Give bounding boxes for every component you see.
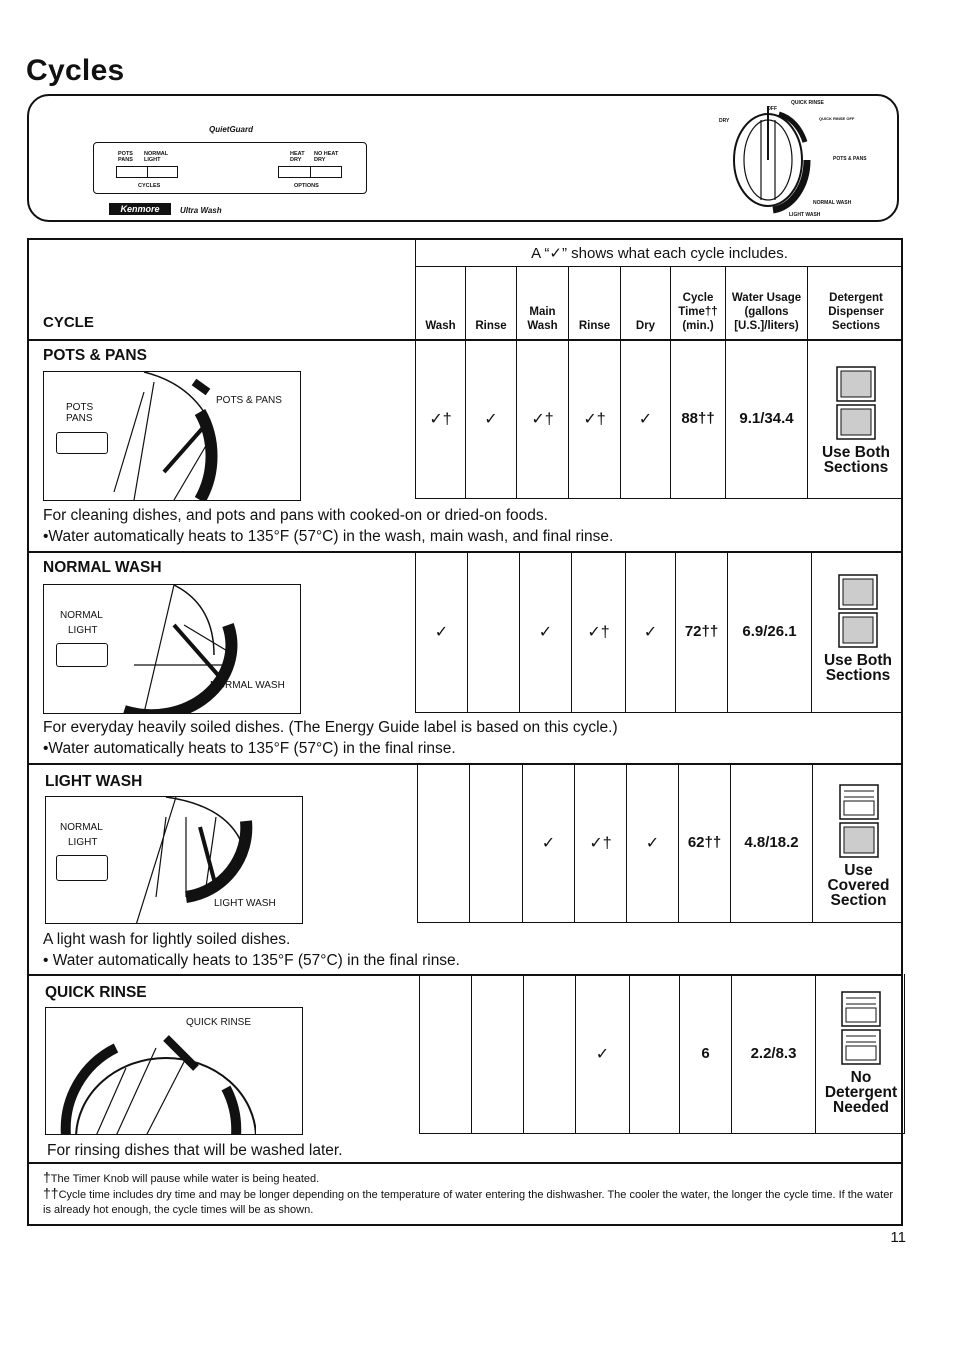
cell-water-usage: 9.1/34.4 bbox=[739, 410, 794, 427]
normal-wash-illustration bbox=[43, 584, 301, 714]
quietguard-label: QuietGuard bbox=[209, 125, 254, 134]
row-desc-light-wash: A light wash for lightly soiled dishes. bbox=[43, 931, 291, 948]
pots-pans-illustration bbox=[43, 371, 301, 501]
row-desc-light-wash-2: • Water automatically heats to 135°F (57°C) in the final rinse. bbox=[43, 952, 460, 969]
dial-off-label: OFF bbox=[767, 106, 777, 112]
col-header-rinse: Rinse bbox=[466, 267, 517, 339]
cell-rinse-2: ✓† bbox=[589, 834, 612, 852]
options-label: OPTIONS bbox=[294, 183, 319, 189]
cell-dry: ✓ bbox=[638, 410, 653, 428]
cell-main-wash: ✓ bbox=[538, 623, 553, 641]
cell-water-usage: 6.9/26.1 bbox=[742, 623, 797, 640]
dial-icon bbox=[56, 1028, 256, 1135]
row-title-pots-pans: POTS & PANS bbox=[43, 347, 147, 364]
table-column-headers bbox=[415, 267, 903, 339]
detergent-covered-section-icon bbox=[838, 783, 880, 859]
ill-label-light: LIGHT bbox=[68, 625, 98, 636]
cell-rinse-2: ✓† bbox=[587, 623, 610, 641]
row-title-quick-rinse: QUICK RINSE bbox=[45, 984, 147, 1001]
pots-pans-cells bbox=[415, 339, 903, 499]
row-title-normal-wash: NORMAL WASH bbox=[43, 559, 162, 576]
dial-icon bbox=[104, 372, 224, 500]
dial-quick-rinse-label: QUICK RINSE bbox=[791, 100, 824, 106]
quick-rinse-cells bbox=[419, 974, 905, 1134]
page-number: 11 bbox=[890, 1229, 906, 1246]
row-desc-pots-pans-2: •Water automatically heats to 135°F (57°C) in the wash, main wash, and final rinse. bbox=[43, 528, 614, 545]
page-title: Cycles bbox=[26, 54, 125, 87]
cell-water-usage: 4.8/18.2 bbox=[744, 834, 799, 851]
row-title-light-wash: LIGHT WASH bbox=[45, 773, 143, 790]
footnote-mark: †† bbox=[43, 1185, 59, 1201]
option-key-label-noheat: NO HEAT DRY bbox=[314, 151, 339, 163]
table-intro: A “✓” shows what each cycle includes. bbox=[415, 240, 903, 267]
quick-rinse-illustration bbox=[45, 1007, 303, 1135]
col-header-wash: Wash bbox=[416, 267, 466, 339]
normal-wash-cells bbox=[415, 551, 903, 713]
col-header-main-wash: Main Wash bbox=[517, 267, 569, 339]
dial-icon bbox=[106, 797, 256, 924]
cell-rinse: ✓ bbox=[484, 410, 498, 428]
option-key-label-heat: HEAT DRY bbox=[290, 151, 305, 163]
cycles-table bbox=[27, 238, 903, 1226]
timer-knob-icon bbox=[713, 102, 823, 218]
cell-cycle-time: 6 bbox=[701, 1045, 710, 1062]
light-wash-cells bbox=[417, 763, 903, 923]
light-wash-illustration bbox=[45, 796, 303, 924]
dial-icon bbox=[104, 585, 244, 713]
footnote-double-dagger bbox=[43, 1186, 903, 1218]
cell-rinse-2: ✓† bbox=[583, 410, 606, 428]
ill-label-normal: NORMAL bbox=[60, 822, 103, 833]
cell-detergent: No Detergent Needed bbox=[824, 1069, 898, 1116]
row-desc-quick-rinse: For rinsing dishes that will be washed later. bbox=[47, 1142, 343, 1159]
ill-label-light: LIGHT bbox=[68, 837, 98, 848]
dial-pots-pans-label: POTS & PANS bbox=[833, 156, 867, 162]
cell-main-wash: ✓† bbox=[531, 410, 554, 428]
col-header-water-usage: Water Usage (gallons [U.S.]/liters) bbox=[726, 267, 808, 339]
footnote-single-dagger bbox=[43, 1170, 319, 1187]
cell-main-wash: ✓ bbox=[541, 834, 556, 852]
col-header-detergent: Detergent Dispenser Sections bbox=[828, 292, 884, 332]
col-header-rinse-2: Rinse bbox=[569, 267, 621, 339]
ill-dial-label-quick-rinse: QUICK RINSE bbox=[186, 1017, 252, 1028]
ill-label-pots: POTS bbox=[66, 402, 94, 413]
cell-wash: ✓† bbox=[429, 410, 452, 428]
dial-normal-wash-label: NORMAL WASH bbox=[813, 200, 852, 206]
ill-dial-label-light-wash: LIGHT WASH bbox=[214, 898, 276, 909]
cell-rinse-2: ✓ bbox=[595, 1045, 610, 1063]
ill-label-normal: NORMAL bbox=[60, 610, 103, 621]
detergent-both-sections-icon bbox=[835, 365, 877, 441]
cycles-label: CYCLES bbox=[138, 183, 161, 189]
cell-dry: ✓ bbox=[645, 834, 660, 852]
footnote-mark: † bbox=[43, 1169, 51, 1185]
detergent-empty-icon bbox=[840, 990, 882, 1066]
cell-wash: ✓ bbox=[434, 623, 449, 641]
cell-detergent: Use Both Sections bbox=[821, 444, 891, 476]
normal-light-button-icon bbox=[56, 855, 108, 881]
cycle-keys[interactable] bbox=[116, 166, 178, 178]
footnote-text: The Timer Knob will pause while water is being heated. bbox=[50, 1173, 320, 1185]
row-desc-normal-wash: For everyday heavily soiled dishes. (The Energy Guide label is based on this cycle.) bbox=[43, 719, 618, 736]
normal-light-button-icon bbox=[56, 643, 108, 667]
cycle-key-label-pots: POTS PANS bbox=[118, 151, 133, 163]
cell-cycle-time: 62†† bbox=[687, 834, 722, 851]
pots-pans-button-icon bbox=[56, 432, 108, 454]
cycle-column-header: CYCLE bbox=[43, 314, 94, 331]
cell-dry: ✓ bbox=[643, 623, 658, 641]
ill-dial-label-pots-pans: POTS & PANS bbox=[216, 395, 282, 406]
button-box bbox=[93, 142, 367, 194]
cell-detergent: Use Covered Section bbox=[827, 862, 890, 909]
dial-dry-label: DRY bbox=[719, 118, 730, 124]
cycle-key-label-normal: NORMAL LIGHT bbox=[144, 151, 169, 163]
dial-quick-rinse-off-label: QUICK RINSE OFF bbox=[819, 116, 855, 121]
row-desc-pots-pans: For cleaning dishes, and pots and pans with cooked-on or dried-on foods. bbox=[43, 507, 548, 524]
control-panel-illustration bbox=[27, 94, 899, 222]
cell-water-usage: 2.2/8.3 bbox=[750, 1045, 797, 1062]
option-keys[interactable] bbox=[278, 166, 342, 178]
row-desc-normal-wash-2: •Water automatically heats to 135°F (57°C) in the final rinse. bbox=[43, 740, 456, 757]
divider bbox=[29, 1162, 903, 1164]
col-header-cycle-time: Cycle Time†† (min.) bbox=[671, 267, 726, 339]
detergent-both-sections-icon bbox=[837, 573, 879, 649]
cell-cycle-time: 88†† bbox=[681, 410, 715, 427]
col-header-dry: Dry bbox=[621, 267, 671, 339]
kenmore-logo: Kenmore bbox=[109, 203, 171, 215]
ultra-wash-label: Ultra Wash bbox=[180, 206, 222, 215]
footnote-text: Cycle time includes dry time and may be longer depending on the temperature of water entering the dishwasher. The cooler the water, the longer the cycle time. If the water is already hot enough, the cycle times will be as shown. bbox=[43, 1189, 893, 1216]
cell-cycle-time: 72†† bbox=[684, 623, 719, 640]
dial-light-wash-label: LIGHT WASH bbox=[789, 212, 821, 218]
ill-dial-label-normal-wash: NORMAL WASH bbox=[210, 680, 285, 691]
ill-label-pans: PANS bbox=[66, 413, 93, 424]
cell-detergent: Use Both Sections bbox=[823, 652, 893, 684]
